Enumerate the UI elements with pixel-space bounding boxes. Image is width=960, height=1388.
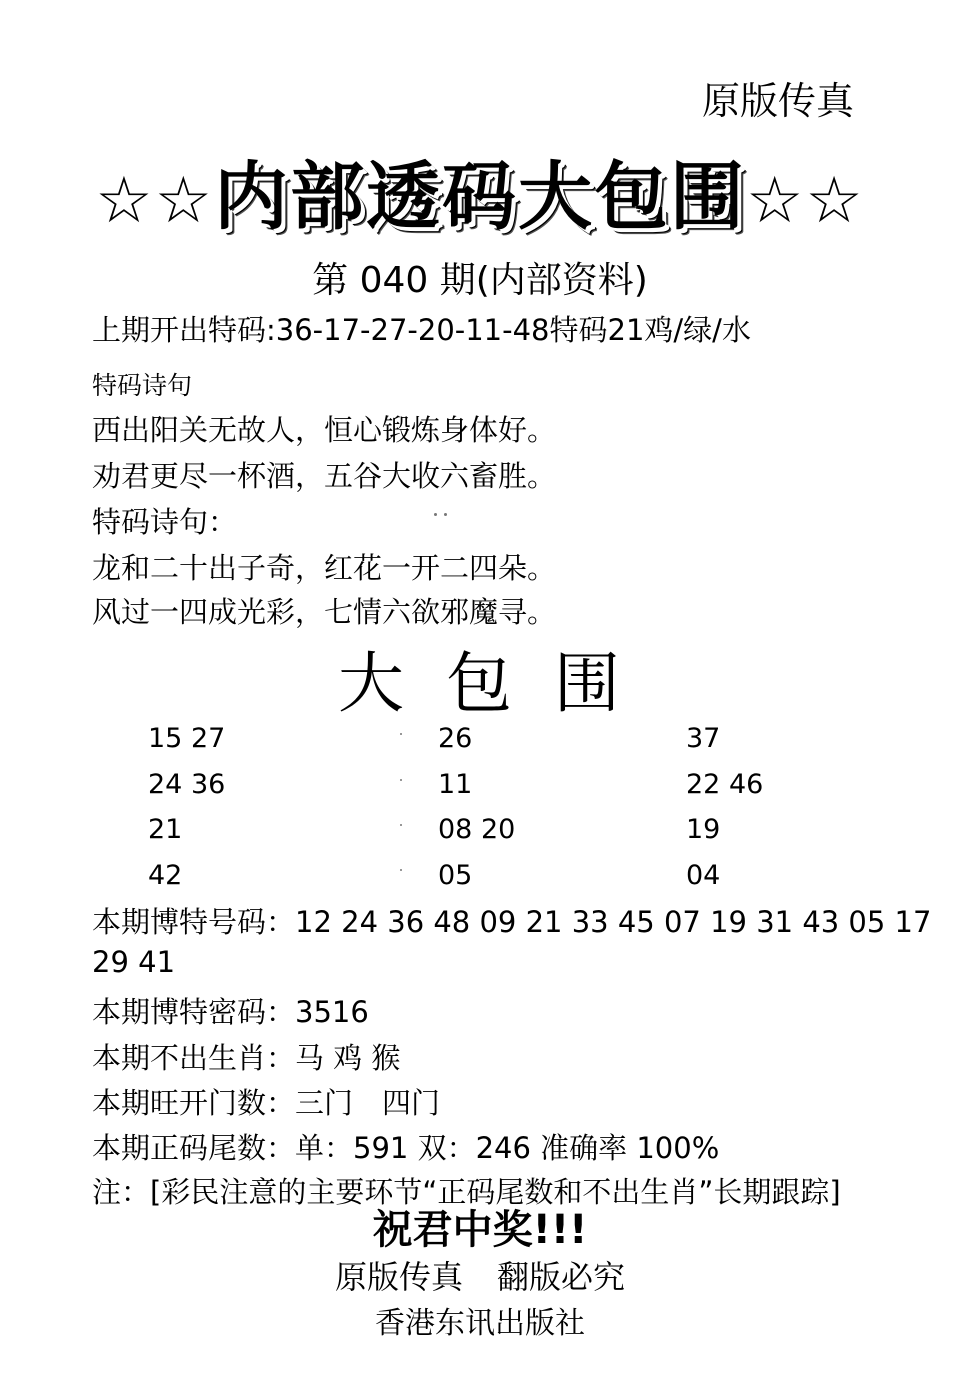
number-grid xyxy=(148,716,868,898)
special-numbers-continued: 29 41 xyxy=(92,945,176,979)
page-title-text: 内部透码大包围 xyxy=(214,154,746,240)
secret-code: 本期博特密码：3516 xyxy=(92,995,369,1029)
speck-mark xyxy=(400,779,402,781)
star-right-icon: ☆☆ xyxy=(746,164,865,238)
grid-row xyxy=(148,762,868,808)
speck-mark xyxy=(434,513,437,516)
grid-cell: 11 xyxy=(438,768,473,800)
copyright-label: 翻版必究 xyxy=(497,1258,626,1296)
speck-mark xyxy=(400,869,402,871)
grid-cell: 26 xyxy=(438,723,473,755)
page-title xyxy=(0,138,960,244)
grid-cell: 24 36 xyxy=(148,768,226,800)
footer-credits xyxy=(0,1252,960,1298)
lucky-doors: 本期旺开门数：三门 四门 xyxy=(92,1086,441,1120)
special-numbers: 本期博特号码：12 24 36 48 09 21 33 45 07 19 31 43 05 17 xyxy=(92,905,932,939)
poem-heading-1: 特码诗句 xyxy=(92,371,193,400)
original-fax-label: 原版传真 xyxy=(334,1258,463,1296)
zodiac-excluded: 本期不出生肖：马 鸡 猴 xyxy=(92,1041,401,1075)
speck-mark xyxy=(400,733,402,735)
tail-numbers: 本期正码尾数：单：591 双：246 准确率 100% xyxy=(92,1131,720,1165)
last-draw-result: 上期开出特码:36-17-27-20-11-48特码21鸡/绿/水 xyxy=(92,313,751,347)
poem-line: 龙和二十出子奇，红花一开二四朵。 xyxy=(92,551,557,585)
original-fax-tag: 原版传真 xyxy=(701,79,854,123)
publisher-name: 香港东讯出版社 xyxy=(375,1306,585,1336)
poem-line: 风过一四成光彩，七情六欲邪魔寻。 xyxy=(92,595,557,629)
grid-cell: 08 20 xyxy=(438,814,516,846)
poem-heading-2: 特码诗句： xyxy=(92,505,238,539)
grid-cell: 42 xyxy=(148,859,183,891)
grid-cell: 19 xyxy=(686,814,721,846)
speck-mark xyxy=(444,513,447,516)
grid-row xyxy=(148,716,868,762)
star-left-icon: ☆☆ xyxy=(95,164,214,238)
grid-cell: 21 xyxy=(148,814,183,846)
grid-row xyxy=(148,807,868,853)
grid-cell: 15 27 xyxy=(148,723,226,755)
section-title: 大包围 xyxy=(338,645,662,722)
grid-cell: 05 xyxy=(438,859,473,891)
note: 注：[彩民注意的主要环节“正码尾数和不出生肖”长期跟踪] xyxy=(92,1175,841,1209)
poem-line: 西出阳关无故人，恒心锻炼身体好。 xyxy=(92,413,557,447)
speck-mark xyxy=(400,824,402,826)
poem-line: 劝君更尽一杯酒，五谷大收六畜胜。 xyxy=(92,459,557,493)
grid-cell: 22 46 xyxy=(686,768,764,800)
grid-row xyxy=(148,853,868,899)
grid-cell: 04 xyxy=(686,859,721,891)
grid-cell: 37 xyxy=(686,723,721,755)
issue-number: 第 040 期(内部资料) xyxy=(312,260,648,301)
good-luck-message: 祝君中奖!!! xyxy=(372,1207,588,1253)
